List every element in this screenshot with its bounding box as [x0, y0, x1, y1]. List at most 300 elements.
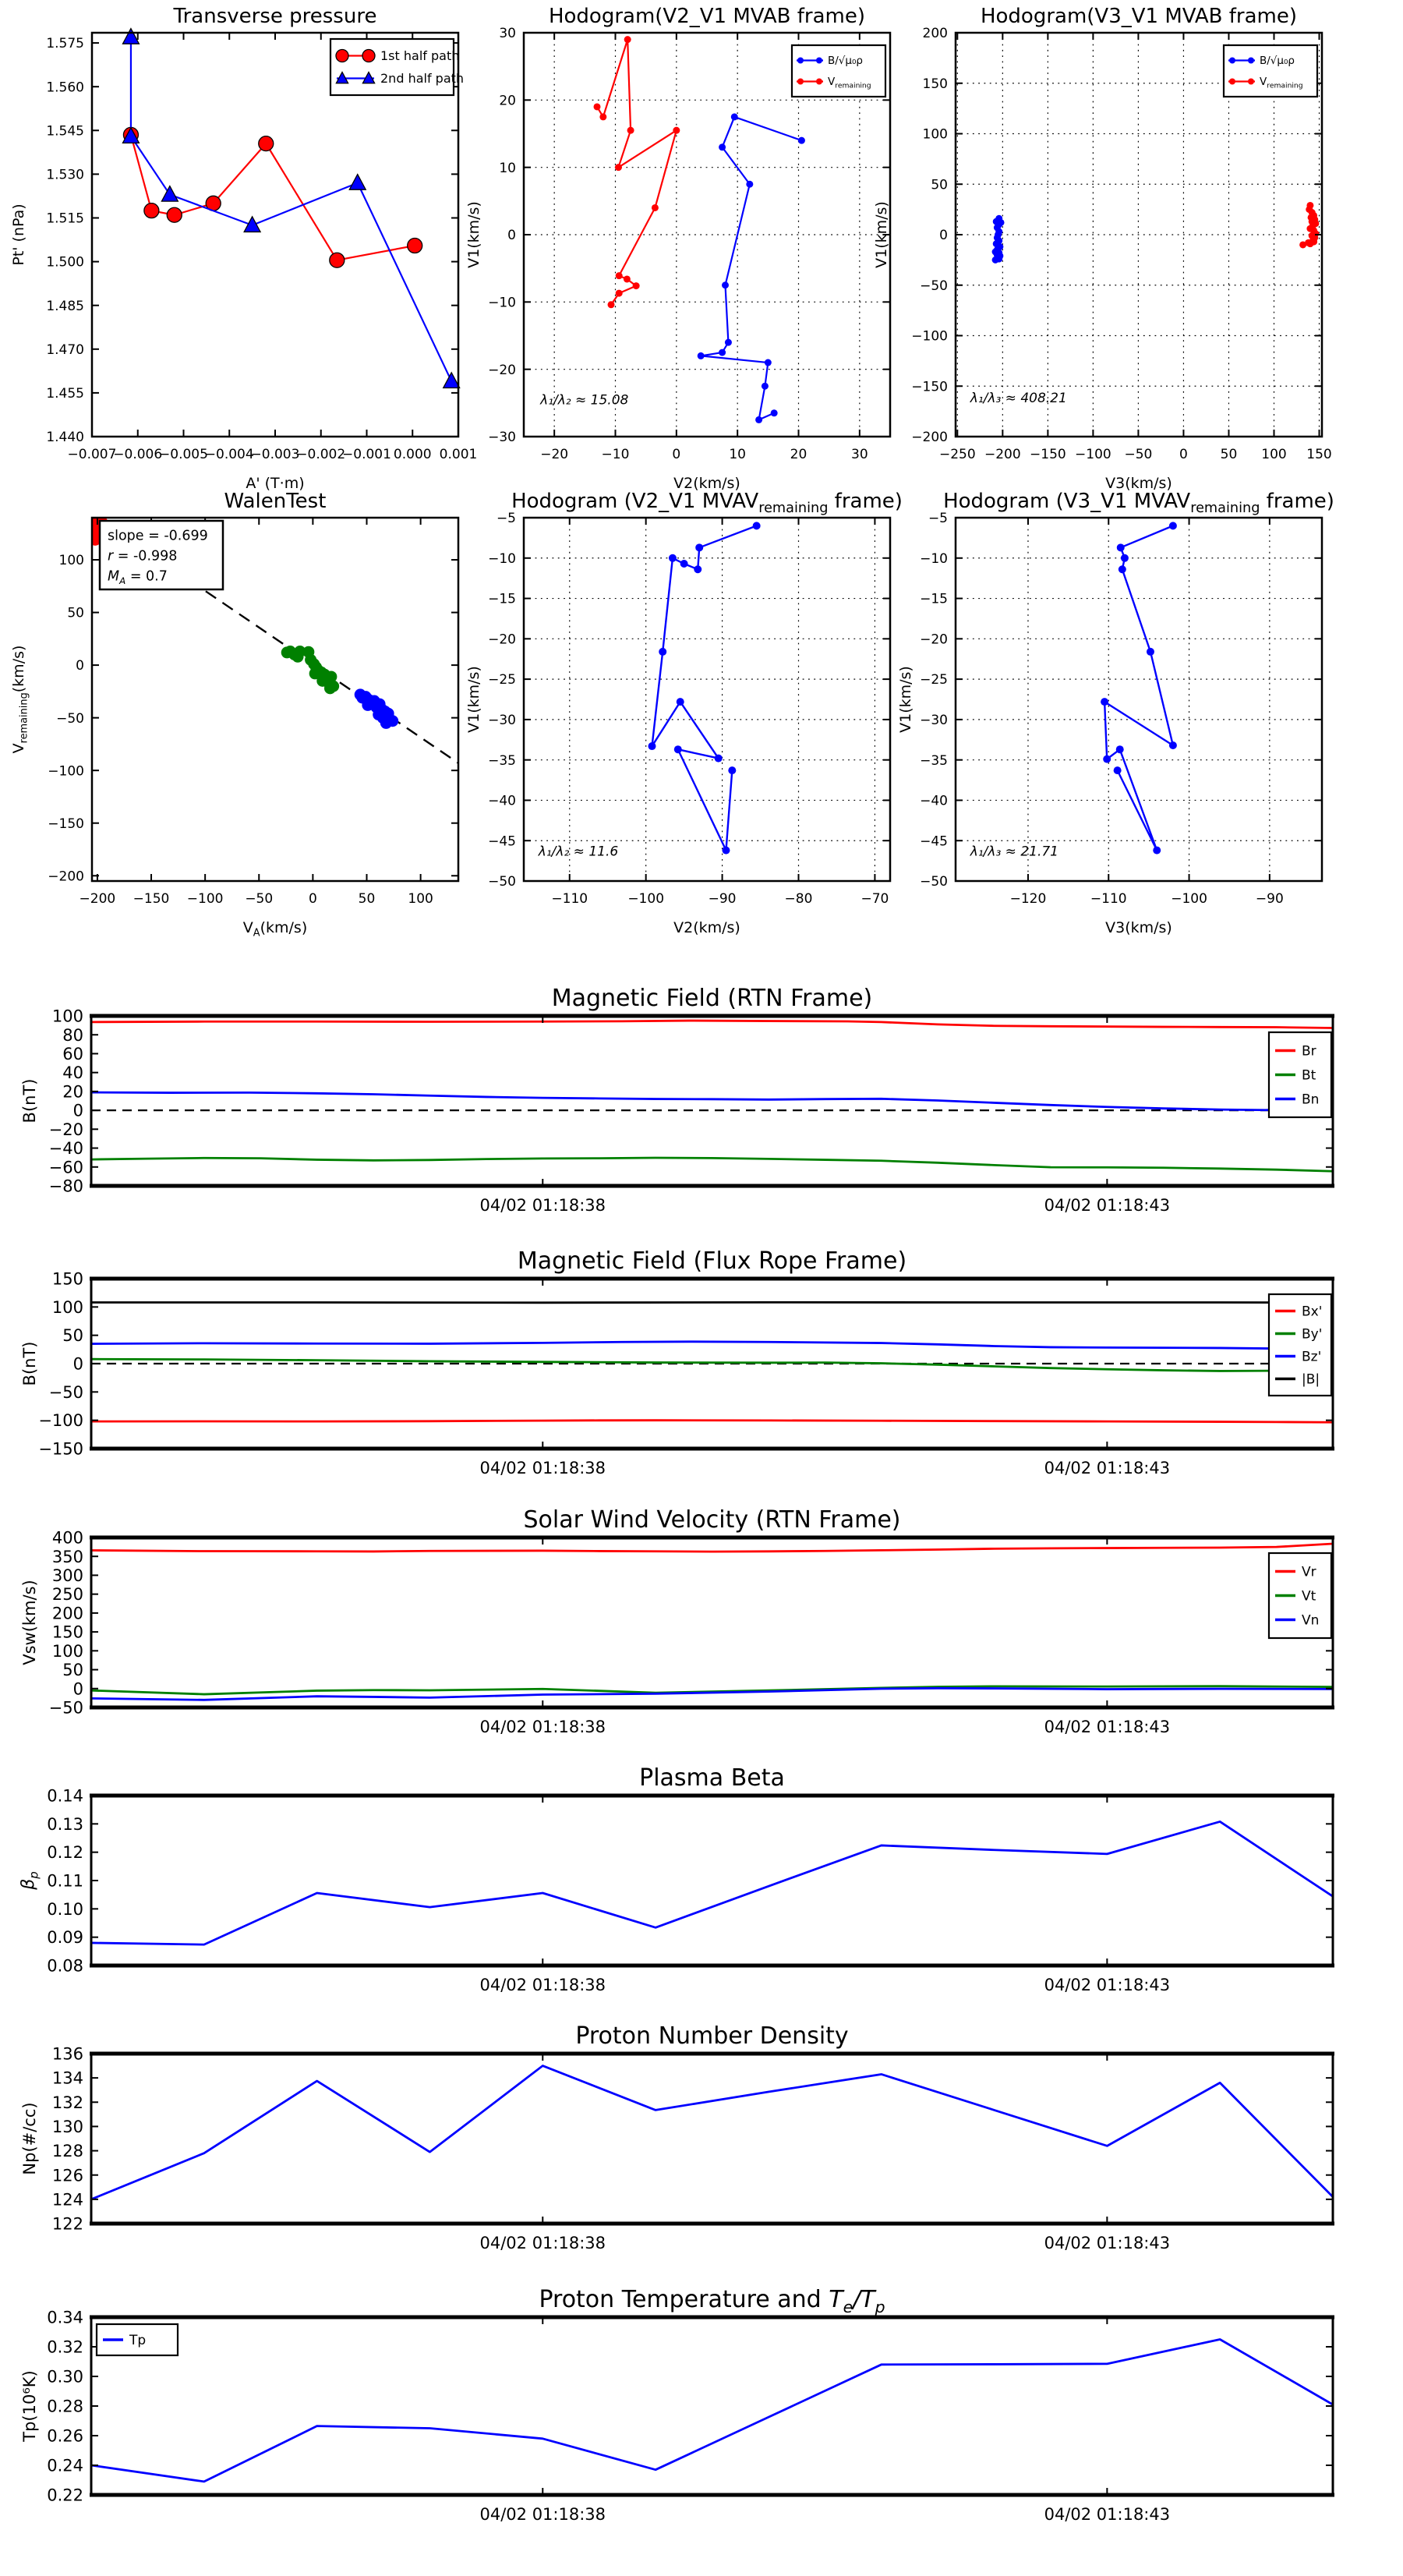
y-tick-label: −100 [911, 329, 948, 345]
circle-marker [1117, 543, 1125, 551]
legend-label: $V_{remaining}$ [1260, 76, 1303, 90]
annotation: λ₁/λ₃ ≈ 408.21 [970, 391, 1067, 406]
legend-label: Bx' [1302, 1304, 1322, 1319]
x-tick-label: 04/02 01:18:38 [480, 1196, 606, 1215]
chart-title: Magnetic Field (Flux Rope Frame) [518, 1247, 906, 1275]
axes-frame [91, 1016, 1333, 1186]
y-tick-label: 1.560 [46, 80, 84, 95]
circle-marker [719, 349, 726, 356]
y-tick-label: 0 [73, 1355, 83, 1374]
circle-marker [144, 203, 159, 218]
chart-title: Hodogram(V2_V1 MVAB frame) [549, 5, 865, 28]
x-axis-label: V3(km/s) [1105, 475, 1172, 492]
y-tick-label: 124 [52, 2190, 83, 2209]
y-tick-label: 200 [923, 26, 948, 41]
chart-title: Hodogram (V2_V1 $MVAV_{remaining}$ frame) [511, 490, 903, 516]
y-tick-label: −20 [49, 1120, 83, 1139]
y-tick-label: −35 [488, 753, 516, 769]
triangle-marker [444, 373, 460, 388]
y-tick-label: 150 [923, 76, 948, 92]
series-V path [652, 525, 757, 850]
y-tick-label: −20 [920, 632, 948, 647]
y-tick-label: 0.11 [47, 1872, 83, 1891]
circle-marker [1248, 79, 1254, 85]
y-tick-label: −50 [488, 874, 516, 890]
axes-frame [91, 1537, 1333, 1707]
circle-marker [715, 755, 723, 763]
y-tick-label: 0.09 [47, 1928, 83, 1947]
x-tick-label: −200 [984, 447, 1021, 462]
x-tick-label: 0 [309, 891, 317, 907]
circle-marker [652, 204, 659, 211]
circle-marker [677, 698, 684, 706]
y-tick-label: 20 [62, 1082, 83, 1101]
axes-frame [91, 1796, 1333, 1966]
chart-title: Proton Number Density [575, 2022, 848, 2050]
triangle-marker [122, 29, 139, 44]
circle-marker [1103, 755, 1111, 763]
circle-marker [624, 36, 631, 43]
y-tick-label: 200 [52, 1604, 83, 1622]
y-tick-label: −100 [48, 763, 84, 779]
axes-frame [524, 518, 890, 881]
x-axis-label: V2(km/s) [673, 919, 740, 936]
x-tick-label: −100 [187, 891, 224, 907]
y-tick-label: −35 [920, 753, 948, 769]
y-tick-label: −15 [488, 592, 516, 607]
y-tick-label: 250 [52, 1585, 83, 1604]
circle-marker [728, 766, 736, 774]
series-Bx' [91, 1421, 1333, 1423]
y-tick-label: −20 [488, 363, 516, 378]
y-tick-label: −80 [49, 1177, 83, 1196]
x-tick-label: 20 [790, 447, 808, 462]
circle-marker [336, 50, 348, 62]
circle-marker [362, 50, 375, 62]
circle-marker [627, 127, 634, 134]
circle-marker [616, 272, 623, 279]
series-beta_p [91, 1821, 1333, 1944]
circle-marker [816, 79, 822, 85]
y-tick-label: −45 [920, 833, 948, 849]
circle-marker [669, 554, 677, 562]
circle-marker [695, 543, 703, 551]
chart-hodogram-v2v1-mvav [465, 490, 903, 936]
y-tick-label: −20 [488, 632, 516, 647]
x-tick-label: 04/02 01:18:38 [480, 2505, 606, 2524]
y-tick-label: 100 [59, 553, 84, 568]
chart-title: Hodogram (V3_V1 $MVAV_{remaining}$ frame) [943, 490, 1334, 516]
circle-marker [85, 518, 97, 530]
y-tick-label: 1.440 [46, 430, 84, 445]
legend-label: |B| [1302, 1371, 1320, 1387]
series-Bz' [91, 1342, 1333, 1350]
annotation: λ₁/λ₃ ≈ 21.71 [970, 844, 1058, 859]
info-box-line: r = -0.998 [108, 549, 177, 564]
y-axis-label: Pt' (nPa) [10, 203, 27, 265]
y-tick-label: 20 [499, 93, 516, 108]
y-tick-label: −50 [920, 278, 948, 294]
x-tick-label: −0.006 [113, 447, 162, 462]
y-axis-label: Np(#/cc) [20, 2102, 39, 2174]
circle-marker [324, 682, 336, 694]
circle-marker [624, 275, 631, 282]
y-tick-label: −200 [48, 869, 84, 884]
series-Bt [91, 1158, 1333, 1171]
chart-title: Plasma Beta [639, 1764, 785, 1792]
y-tick-label: −150 [911, 379, 948, 395]
x-axis-label: A' (T·m) [246, 475, 304, 492]
y-tick-label: 0.34 [47, 2309, 83, 2327]
y-tick-label: −30 [920, 713, 948, 728]
chart-title: Transverse pressure [173, 5, 377, 28]
legend-label: $V_{remaining}$ [828, 76, 871, 90]
x-tick-label: 50 [359, 891, 376, 907]
y-tick-label: −5 [928, 511, 948, 526]
y-tick-label: 150 [52, 1623, 83, 1642]
circle-marker [771, 409, 778, 416]
y-tick-label: 0.22 [47, 2486, 83, 2505]
y-tick-label: 50 [67, 606, 84, 621]
y-tick-label: 30 [499, 26, 516, 41]
x-tick-label: −100 [1075, 447, 1111, 462]
y-axis-label: $\beta_p$ [19, 1871, 41, 1891]
series-By' [91, 1359, 1333, 1371]
y-tick-label: 1.500 [46, 255, 84, 271]
chart-hodogram-v2v1-mvab [465, 5, 890, 492]
y-axis-label: Tp(10⁶K) [20, 2370, 39, 2442]
circle-marker [608, 301, 615, 308]
circle-marker [1121, 554, 1129, 562]
y-axis-label: B(nT) [20, 1342, 39, 1386]
circle-marker [719, 143, 726, 150]
circle-marker [1119, 565, 1126, 573]
circle-marker [167, 207, 182, 222]
circle-marker [1101, 698, 1108, 706]
x-tick-label: −100 [1171, 891, 1207, 907]
y-axis-label: V1(km/s) [465, 201, 482, 268]
y-axis-label: V1(km/s) [465, 666, 482, 733]
x-tick-label: 100 [408, 891, 433, 907]
y-tick-label: −10 [488, 295, 516, 310]
chart-title: Magnetic Field (RTN Frame) [552, 985, 873, 1012]
x-axis-label: V3(km/s) [1105, 919, 1172, 936]
chart-solar-wind-velocity-rtn [20, 1506, 1334, 1736]
y-tick-label: −50 [49, 1699, 83, 1718]
y-tick-label: −50 [49, 1383, 83, 1402]
y-tick-label: 100 [52, 1642, 83, 1661]
chart-title: Solar Wind Velocity (RTN Frame) [524, 1506, 901, 1534]
y-tick-label: 132 [52, 2093, 83, 2112]
annotation: λ₁/λ₂ ≈ 15.08 [539, 393, 628, 409]
legend-label: Bt [1302, 1067, 1316, 1083]
y-axis-label: V1(km/s) [897, 666, 914, 733]
circle-marker [594, 103, 601, 110]
x-tick-label: 04/02 01:18:43 [1044, 1976, 1171, 1994]
circle-marker [616, 290, 623, 297]
chart-title: Proton Temperature and $T_e/T_p$ [539, 2286, 885, 2316]
axes-frame [91, 2317, 1333, 2495]
circle-marker [599, 113, 606, 120]
x-tick-label: 0 [1179, 447, 1188, 462]
circle-marker [680, 560, 688, 568]
y-axis-label: V1(km/s) [873, 201, 890, 268]
x-tick-label: 04/02 01:18:38 [480, 2234, 606, 2252]
series-Np [91, 2066, 1333, 2199]
circle-marker [1153, 847, 1161, 855]
y-tick-label: 400 [52, 1529, 83, 1548]
legend-label: Vn [1302, 1612, 1319, 1628]
chart-transverse-pressure [10, 5, 477, 492]
y-axis-label: B(nT) [20, 1079, 39, 1123]
x-tick-label: −120 [1010, 891, 1047, 907]
x-tick-label: 04/02 01:18:38 [480, 1718, 606, 1736]
circle-marker [816, 58, 822, 64]
circle-marker [1116, 745, 1124, 753]
x-tick-label: 0.000 [394, 447, 432, 462]
circle-marker [387, 715, 398, 727]
circle-marker [722, 281, 729, 288]
y-tick-label: −30 [488, 430, 516, 445]
x-tick-label: −110 [551, 891, 588, 907]
y-tick-label: −60 [49, 1158, 83, 1177]
series-Tp [91, 2340, 1333, 2482]
y-tick-label: 80 [62, 1026, 83, 1045]
series-Vr [91, 1544, 1333, 1552]
y-tick-label: 1.530 [46, 168, 84, 183]
chart-hodogram-v3v1-mvav [897, 490, 1334, 936]
chart-proton-temperature [20, 2286, 1334, 2524]
x-tick-label: −0.003 [251, 447, 300, 462]
y-tick-label: −5 [497, 511, 516, 526]
y-tick-label: 100 [923, 127, 948, 143]
circle-marker [798, 137, 805, 144]
x-tick-label: −20 [540, 447, 568, 462]
circle-marker [633, 282, 640, 289]
circle-marker [797, 58, 804, 64]
x-axis-label: $V_A(km/s)$ [243, 919, 307, 939]
legend-label: Br [1302, 1043, 1316, 1059]
info-box-line: $M_A = 0.7$ [108, 569, 168, 586]
y-tick-label: 130 [52, 2118, 83, 2136]
y-tick-label: 0 [939, 228, 948, 243]
y-tick-label: −40 [920, 794, 948, 809]
y-tick-label: 1.575 [46, 36, 84, 51]
legend-label: 1st half path [380, 48, 459, 63]
circle-marker [765, 359, 772, 366]
y-tick-label: −10 [920, 551, 948, 567]
legend-label: B/√μ₀ρ [828, 55, 863, 67]
circle-marker [755, 416, 762, 423]
circle-marker [1147, 648, 1154, 656]
chart-plasma-beta [19, 1764, 1334, 1994]
y-tick-label: −15 [920, 592, 948, 607]
x-tick-label: 50 [1221, 447, 1238, 462]
y-tick-label: 0 [507, 228, 516, 243]
chart-title: Hodogram(V3_V1 MVAB frame) [981, 5, 1297, 28]
circle-marker [1169, 741, 1177, 749]
x-tick-label: 04/02 01:18:38 [480, 1976, 606, 1994]
series-Bn [91, 1092, 1333, 1110]
y-tick-label: 0.32 [47, 2338, 83, 2357]
circle-marker [1229, 58, 1235, 64]
circle-marker [725, 339, 732, 346]
x-tick-label: 04/02 01:18:43 [1044, 1459, 1171, 1477]
x-tick-label: 04/02 01:18:38 [480, 1459, 606, 1477]
legend-label: Tp [129, 2333, 146, 2348]
x-tick-label: 0 [672, 447, 680, 462]
x-tick-label: −100 [627, 891, 664, 907]
y-tick-label: −100 [38, 1411, 83, 1430]
y-tick-label: 0.08 [47, 1957, 83, 1976]
chart-magnetic-field-rtn [20, 985, 1334, 1215]
x-axis-label: V2(km/s) [673, 475, 740, 492]
y-tick-label: −40 [49, 1139, 83, 1158]
x-tick-label: −0.005 [159, 447, 208, 462]
circle-marker [673, 127, 680, 134]
triangle-marker [244, 217, 260, 232]
circle-marker [1299, 241, 1306, 248]
circle-marker [731, 113, 738, 120]
series-Vn [91, 1688, 1333, 1700]
circle-marker [1310, 239, 1317, 246]
series-V remaining [597, 40, 677, 305]
circle-marker [648, 742, 656, 750]
annotation: λ₁/λ₂ ≈ 11.6 [538, 844, 619, 859]
x-tick-label: −0.002 [296, 447, 345, 462]
circle-marker [659, 648, 666, 656]
triangle-marker [349, 175, 366, 190]
y-tick-label: 350 [52, 1548, 83, 1566]
x-tick-label: −90 [1256, 891, 1284, 907]
y-tick-label: 0 [76, 658, 84, 674]
y-tick-label: −200 [911, 430, 948, 445]
y-tick-label: 50 [62, 1661, 83, 1679]
y-tick-label: 128 [52, 2142, 83, 2160]
chart-magnetic-field-flux-rope [20, 1247, 1334, 1477]
y-tick-label: 50 [62, 1326, 83, 1345]
x-tick-label: −200 [80, 891, 116, 907]
y-tick-label: 1.545 [46, 123, 84, 139]
chart-hodogram-v3v1-mvab [873, 5, 1332, 492]
x-tick-label: −50 [245, 891, 273, 907]
y-tick-label: −50 [56, 711, 84, 727]
y-tick-label: 60 [62, 1045, 83, 1063]
x-tick-label: −0.007 [68, 447, 117, 462]
x-tick-label: 0.001 [440, 447, 478, 462]
x-tick-label: 150 [1306, 447, 1331, 462]
y-tick-label: −10 [488, 551, 516, 567]
legend-label: Bz' [1302, 1349, 1321, 1364]
circle-marker [995, 256, 1002, 263]
x-tick-label: 30 [851, 447, 868, 462]
circle-marker [1114, 766, 1122, 774]
y-tick-label: 150 [52, 1270, 83, 1289]
y-tick-label: −25 [488, 672, 516, 688]
y-tick-label: −50 [920, 874, 948, 890]
axes-frame [956, 518, 1322, 881]
x-tick-label: 04/02 01:18:43 [1044, 2505, 1171, 2524]
circle-marker [1229, 79, 1235, 85]
y-axis-label: Vsw(km/s) [20, 1580, 39, 1665]
y-tick-label: −45 [488, 833, 516, 849]
legend-label: 2nd half path [380, 71, 464, 86]
y-tick-label: 0 [73, 1679, 83, 1698]
y-tick-label: 100 [52, 1298, 83, 1317]
x-tick-label: −50 [1124, 447, 1152, 462]
y-tick-label: 136 [52, 2045, 83, 2064]
legend-box [330, 39, 454, 95]
x-tick-label: −70 [861, 891, 889, 907]
y-tick-label: 0.26 [47, 2427, 83, 2446]
legend-label: B/√μ₀ρ [1260, 55, 1295, 67]
x-tick-label: −0.001 [342, 447, 391, 462]
x-tick-label: −90 [709, 891, 737, 907]
chart-walen-test [10, 490, 458, 939]
y-tick-label: −40 [488, 794, 516, 809]
x-tick-label: −0.004 [205, 447, 254, 462]
series-B/sqrt(mu0 rho) [701, 117, 801, 420]
circle-marker [698, 352, 705, 359]
axes-frame [91, 2054, 1333, 2224]
circle-marker [753, 522, 761, 529]
legend-label: Bn [1302, 1092, 1319, 1107]
y-tick-label: 1.485 [46, 299, 84, 314]
legend-label: By' [1302, 1326, 1322, 1342]
y-tick-label: 1.515 [46, 211, 84, 227]
x-tick-label: 100 [1261, 447, 1286, 462]
x-tick-label: −250 [939, 447, 976, 462]
circle-marker [259, 136, 274, 151]
y-tick-label: 1.470 [46, 342, 84, 358]
y-tick-label: 0 [73, 1102, 83, 1120]
triangle-marker [161, 186, 178, 202]
y-tick-label: 10 [499, 161, 516, 176]
circle-marker [1169, 522, 1177, 529]
y-tick-label: 0.13 [47, 1815, 83, 1834]
y-tick-label: 0.14 [47, 1787, 83, 1806]
y-tick-label: −25 [920, 672, 948, 688]
info-box-line: slope = -0.699 [108, 529, 208, 544]
x-tick-label: −150 [133, 891, 170, 907]
chart-title: WalenTest [224, 490, 327, 513]
circle-marker [746, 181, 753, 188]
y-tick-label: 0.24 [47, 2457, 83, 2475]
legend-label: Vr [1302, 1564, 1316, 1580]
y-tick-label: 300 [52, 1566, 83, 1585]
chart-proton-number-density [20, 2022, 1334, 2252]
y-tick-label: 0.30 [47, 2368, 83, 2387]
circle-marker [408, 239, 422, 253]
y-tick-label: 0.28 [47, 2397, 83, 2416]
y-tick-label: 126 [52, 2166, 83, 2185]
series-Br [91, 1021, 1333, 1028]
y-tick-label: 0.10 [47, 1900, 83, 1919]
circle-marker [1248, 58, 1254, 64]
x-tick-label: 04/02 01:18:43 [1044, 1718, 1171, 1736]
circle-marker [694, 565, 702, 573]
y-tick-label: 0.12 [47, 1843, 83, 1862]
y-tick-label: 40 [62, 1063, 83, 1082]
y-tick-label: 100 [52, 1007, 83, 1026]
series-V path [1104, 525, 1173, 850]
x-tick-label: 10 [729, 447, 746, 462]
x-tick-label: −10 [602, 447, 630, 462]
circle-marker [330, 253, 345, 267]
circle-marker [762, 383, 769, 390]
y-tick-label: 1.455 [46, 386, 84, 402]
circle-marker [722, 847, 730, 855]
